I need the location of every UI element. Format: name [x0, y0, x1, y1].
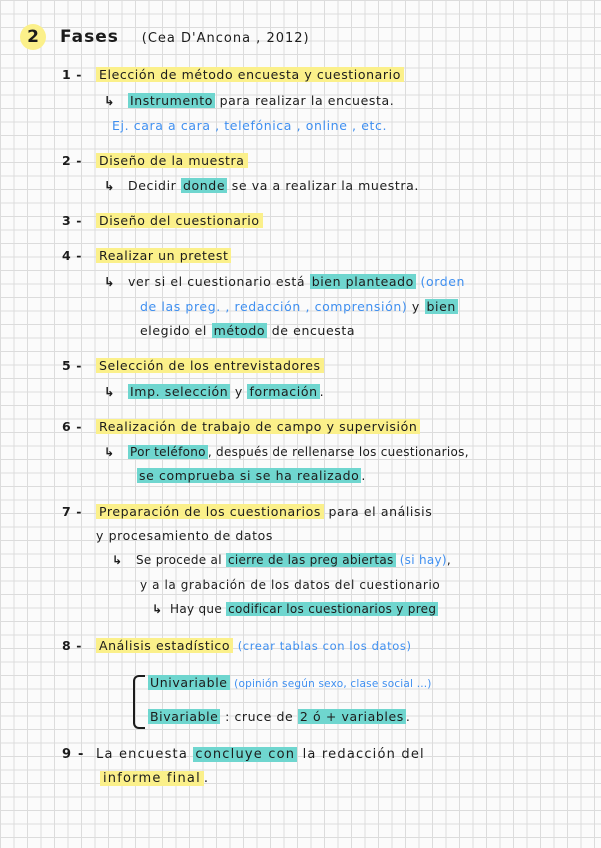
phase-7-detail-line2: y a la grabación de los datos del cuestionario [140, 578, 441, 592]
phase-3-heading [62, 212, 263, 230]
blue-note: de las preg. , redacción , comprensión) [140, 299, 408, 314]
highlight: Univariable [150, 675, 228, 690]
phase-title: Elección de método encuesta y cuestionario [96, 67, 404, 82]
text: Decidir [128, 178, 177, 193]
phase-number: 6 - [62, 419, 83, 434]
highlight: Instrumento [130, 93, 214, 108]
phase-9-line1 [62, 746, 425, 764]
phase-number: 1 - [62, 67, 83, 82]
page-title-line [60, 28, 310, 48]
phase-6-detail-line2 [137, 467, 366, 485]
text: de encuesta [271, 323, 356, 338]
phase-number: 2 - [62, 153, 83, 168]
text: se va a realizar la muestra. [231, 178, 419, 193]
phase-7-detail-line3 [152, 600, 438, 618]
arrow-icon: ↳ [112, 553, 123, 567]
highlight: concluye con [195, 747, 296, 762]
phase-2-heading [62, 152, 248, 170]
phase-title: Realización de trabajo de campo y supervisión [96, 419, 420, 434]
blue-note: (crear tablas con los datos) [237, 639, 412, 653]
highlight: donde [183, 178, 226, 193]
highlight: formación [249, 384, 318, 399]
phase-number: 4 - [62, 248, 83, 263]
arrow-icon: ↳ [104, 178, 116, 193]
text: . [405, 709, 411, 724]
phase-title: Preparación de los cuestionarios [96, 504, 324, 519]
phase-1-detail [104, 92, 394, 110]
phase-1-examples: Ej. cara a cara , telefónica , online , etc. [112, 118, 388, 133]
text: : cruce de [225, 709, 294, 724]
phase-4-detail-line3 [140, 322, 355, 340]
highlight: 2 ó + variables [299, 709, 404, 724]
phase-7-detail-line1 [112, 551, 451, 569]
phase-number: 5 - [62, 358, 83, 373]
phase-7-heading [62, 503, 432, 521]
phase-4-heading [62, 247, 231, 265]
text: , después de rellenarse los cuestionarios, [207, 445, 469, 459]
phase-8-heading [62, 637, 412, 655]
blue-note: (opinión según sexo, clase social ...) [234, 678, 432, 690]
phase-9-line2 [100, 770, 209, 788]
phase-number: 3 - [62, 213, 83, 228]
phase-title: Análisis estadístico [96, 638, 233, 653]
arrow-icon: ↳ [104, 445, 115, 459]
phase-title: Realizar un pretest [96, 248, 231, 263]
text: para realizar la encuesta. [219, 93, 395, 108]
bivariable-line [148, 708, 410, 726]
highlight: informe final [100, 771, 204, 786]
highlight: Bivariable [150, 709, 219, 724]
highlight: cierre de las preg abiertas [227, 553, 394, 567]
phase-1-heading [62, 66, 404, 84]
phase-number: 7 - [62, 504, 83, 519]
highlight: bien [426, 299, 456, 314]
phase-title: Selección de los entrevistadores [96, 358, 324, 373]
phase-5-detail [104, 383, 324, 401]
text: la redacción del [302, 747, 425, 762]
phase-title: Diseño del cuestionario [96, 213, 263, 228]
phase-7-line2: y procesamiento de datos [96, 528, 273, 543]
highlight: método [213, 323, 266, 338]
highlight: codificar los cuestionarios y preg [228, 602, 437, 616]
univariable-line [148, 674, 432, 693]
text: Se procede al [136, 553, 222, 567]
text: y [411, 299, 420, 314]
arrow-icon: ↳ [104, 274, 116, 289]
blue-note: (orden [420, 274, 466, 289]
text: Hay que [170, 602, 222, 616]
arrow-icon: ↳ [104, 384, 116, 399]
text: elegido el [140, 323, 207, 338]
phase-number: 8 - [62, 638, 83, 653]
text: y [234, 384, 243, 399]
phase-6-detail-line1 [104, 443, 469, 461]
text: . [203, 771, 210, 786]
highlight: se comprueba si se ha realizado [139, 468, 360, 483]
text: . [319, 384, 325, 399]
text: La encuesta [96, 747, 188, 762]
phase-4-detail-line1 [104, 273, 465, 291]
brace-icon [133, 675, 145, 729]
arrow-icon: ↳ [152, 602, 163, 616]
phase-6-heading [62, 418, 420, 436]
section-number-badge: 2 [20, 24, 46, 50]
highlight: bien planteado [311, 274, 414, 289]
text: ver si el cuestionario está [128, 274, 306, 289]
text: . [361, 468, 366, 483]
page-title: Fases [60, 27, 119, 47]
text: para el análisis [328, 504, 433, 519]
blue-note: (si hay) [399, 553, 447, 567]
highlight: Por teléfono [130, 445, 206, 459]
phase-2-detail [104, 177, 419, 195]
highlight: Imp. selección [130, 384, 229, 399]
phase-title: Diseño de la muestra [96, 153, 248, 168]
phase-5-heading [62, 357, 324, 375]
phase-4-detail-line2 [140, 298, 458, 316]
phase-number: 9 - [62, 747, 85, 762]
arrow-icon: ↳ [104, 93, 116, 108]
title-source: (Cea D'Ancona , 2012) [141, 31, 310, 46]
text: , [446, 553, 452, 567]
